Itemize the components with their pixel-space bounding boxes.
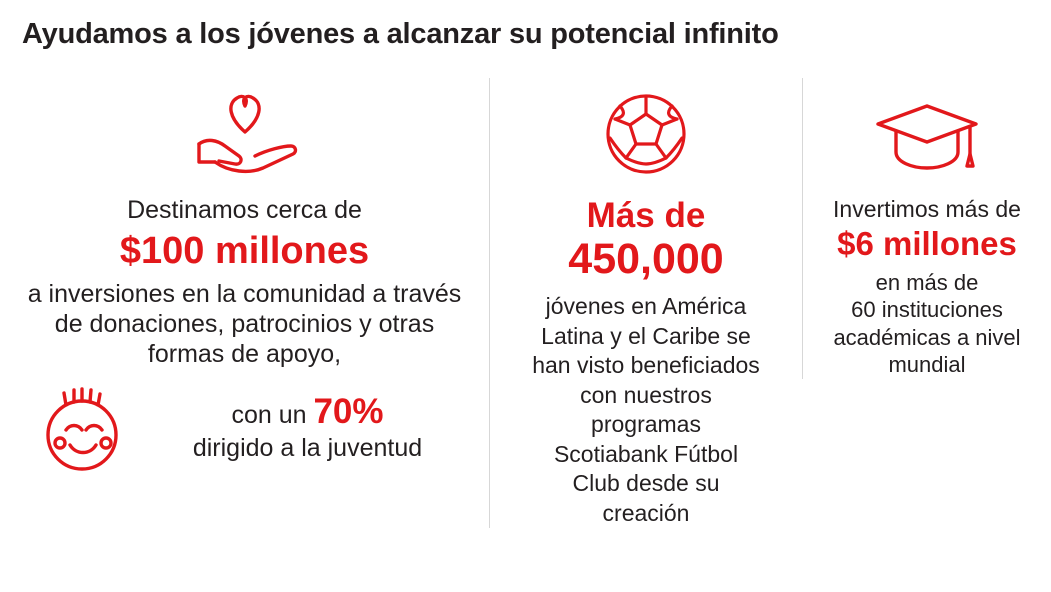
body-line-1: jóvenes en América xyxy=(545,293,747,320)
body-line-7: Club desde su xyxy=(572,470,720,497)
hand-holding-heart-icon xyxy=(18,78,471,182)
highlight-amount: $100 millones xyxy=(119,230,370,272)
highlight-line-1: Más de xyxy=(586,196,706,235)
stat-column-academic-investment xyxy=(802,78,1051,379)
bottom-highlight: 70% xyxy=(313,392,384,432)
body-line-5: programas xyxy=(591,411,701,438)
stats-columns xyxy=(0,78,1051,592)
child-face-icon xyxy=(30,375,134,479)
stat-column-community-investment xyxy=(0,78,489,479)
graduation-cap-icon xyxy=(813,78,1041,182)
page-title: Ayudamos a los jóvenes a alcanzar su potencial infinito xyxy=(22,18,779,50)
highlight-line-2: 450,000 xyxy=(568,234,724,283)
body-line-2: de donaciones, patrocinios y otras xyxy=(54,310,435,339)
body-line-4: mundial xyxy=(888,352,966,378)
lead-line: Destinamos cerca de xyxy=(127,196,362,224)
stat-column-youth-reached xyxy=(489,78,802,528)
body-line-1: en más de xyxy=(875,269,979,295)
highlight-amount: $6 millones xyxy=(837,224,1017,262)
body-line-3: han visto beneficiados xyxy=(532,352,760,379)
youth-share-block xyxy=(18,375,471,479)
lead-line: Invertimos más de xyxy=(833,196,1021,222)
body-line-6: Scotiabank Fútbol xyxy=(553,440,739,467)
body-line-1: a inversiones en la comunidad a través xyxy=(27,280,462,309)
body-line-3: formas de apoyo, xyxy=(147,340,342,369)
body-line-8: creación xyxy=(602,499,690,526)
bottom-prefix: con un xyxy=(231,401,307,430)
body-line-4: con nuestros xyxy=(580,381,712,408)
youth-share-text xyxy=(144,391,471,463)
body-line-2: Latina y el Caribe se xyxy=(541,322,751,349)
stat-text-academic-investment xyxy=(813,196,1041,379)
body-line-3: académicas a nivel xyxy=(833,324,1021,350)
stat-text-community-investment xyxy=(18,196,471,369)
soccer-ball-icon xyxy=(504,78,788,182)
body-line-2: 60 instituciones xyxy=(851,297,1003,323)
bottom-suffix: dirigido a la juventud xyxy=(192,434,423,463)
stat-text-youth-reached xyxy=(504,196,788,528)
